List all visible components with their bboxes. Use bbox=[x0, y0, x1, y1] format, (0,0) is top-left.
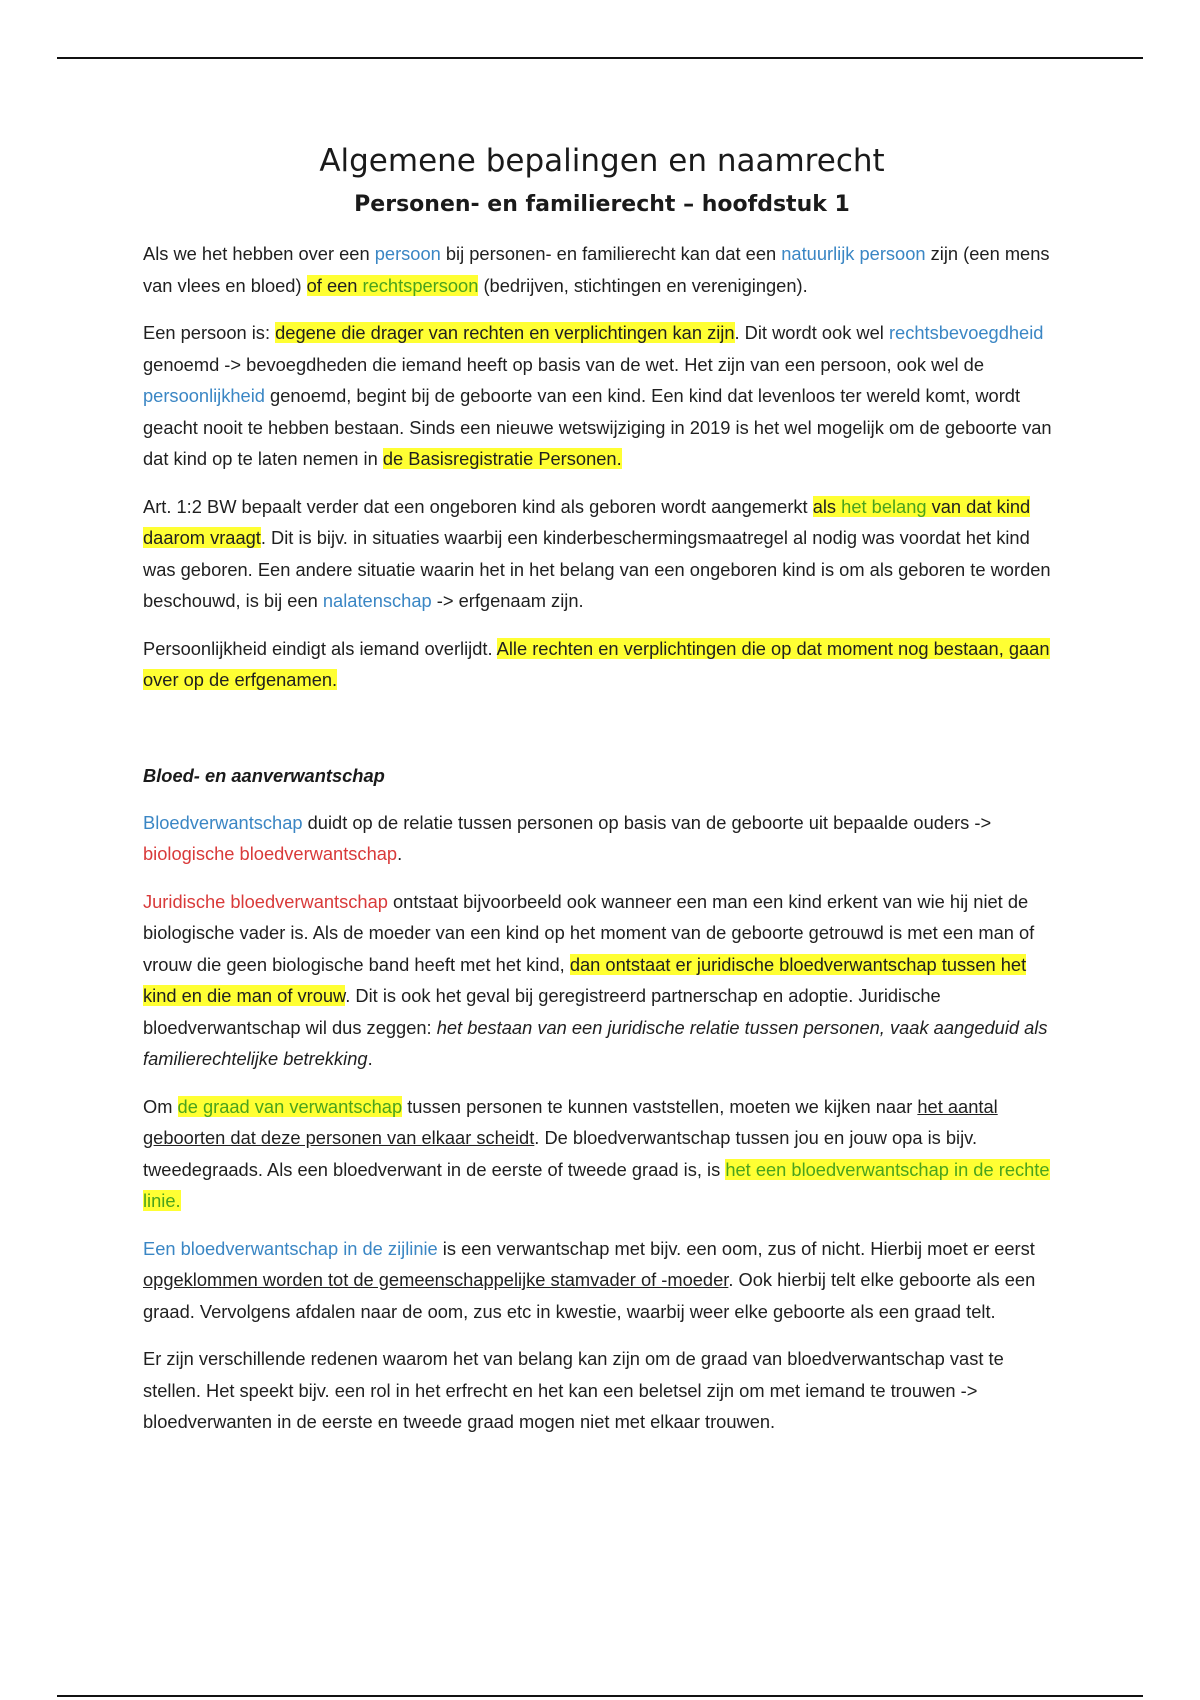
text-run: ontstaat bijvoorbeeld ook wanneer een man een kind erkent van wie hij niet de biologische vader is. Als de moeder van een kind op het moment van de geboorte getrouwd is met een man of vrouw die geen biologische band heeft met het kind, bbox=[143, 890, 1035, 975]
text-run: Er zijn verschillende redenen waarom het van belang kan zijn om de graad van bloedverwantschap vast te stellen. Het speekt bijv. een rol in het erfrecht en het kan een beletsel zijn om met iemand te trouwen -> bloedverwanten in de eerste en tweede graad mogen niet met elkaar trouwen. bbox=[143, 1348, 1004, 1432]
paragraph-juridische-bloedverwantschap bbox=[143, 886, 1061, 1075]
text-run: Als we het hebben over een bbox=[143, 243, 375, 264]
text-run: Art. 1:2 BW bepaalt verder dat een ongeboren kind als geboren wordt aangemerkt bbox=[143, 495, 813, 517]
highlight-of-een: of een bbox=[306, 274, 363, 296]
document-subtitle: Personen- en familierecht – hoofdstuk 1 bbox=[354, 192, 850, 217]
text-run: . bbox=[397, 843, 403, 864]
text-run: zijn (een mens van vlees en bloed) bbox=[143, 243, 1050, 296]
term-rechtspersoon: rechtspersoon bbox=[362, 274, 479, 296]
bottom-rule bbox=[57, 1695, 1143, 1697]
text-run: (bedrijven, stichtingen en verenigingen). bbox=[478, 274, 808, 296]
text-run: genoemd, begint bij de geboorte van een kind. Een kind dat levenloos ter wereld komt, wordt geacht nooit te hebben bestaan. Sinds een nieuwe wetswijziging in 2019 is het wel mogelijk om de geboorte van dat kind op te laten nemen in bbox=[143, 385, 1052, 469]
text-run: . Dit is ook het geval bij geregistreerd partnerschap en adoptie. Juridische bloedverwantschap wil dus zeggen: bbox=[143, 985, 941, 1038]
text-run: . Dit wordt ook wel bbox=[734, 322, 889, 343]
paragraph-ongeboren-kind bbox=[143, 491, 1061, 617]
highlight-erfgenamen: Alle rechten en verplichtingen die op dat moment nog bestaan, gaan over op de erfgenamen. bbox=[143, 637, 1050, 690]
document-page bbox=[143, 138, 1061, 1454]
text-run: -> erfgenaam zijn. bbox=[431, 590, 584, 611]
term-biologische-bloedverwantschap: biologische bloedverwantschap bbox=[143, 843, 398, 864]
text-run: genoemd -> bevoegdheden die iemand heeft op basis van de wet. Het zijn van een persoon, ook wel de bbox=[143, 353, 984, 375]
term-zijlinie: Een bloedverwantschap in de zijlinie bbox=[143, 1237, 438, 1259]
paragraph-graad-verwantschap bbox=[143, 1091, 1061, 1217]
highlight-als: als bbox=[812, 495, 842, 517]
paragraph-redenen bbox=[143, 1343, 1061, 1438]
text-run: Persoonlijkheid eindigt als iemand overlijdt. bbox=[143, 637, 497, 659]
term-graad-van-verwantschap: de graad van verwantschap bbox=[177, 1095, 403, 1117]
term-natuurlijk-persoon: natuurlijk persoon bbox=[781, 243, 926, 264]
top-rule bbox=[57, 57, 1143, 59]
text-run: bij personen- en familierecht kan dat een bbox=[440, 243, 782, 264]
text-run: . bbox=[367, 1048, 373, 1069]
document-title: Algemene bepalingen en naamrecht bbox=[319, 143, 885, 179]
paragraph-rechtsbevoegdheid bbox=[143, 317, 1061, 475]
underline-aantal-geboorten: het aantal geboorten dat deze personen van elkaar scheidt bbox=[143, 1095, 998, 1148]
text-run: Een persoon is: bbox=[143, 322, 276, 343]
term-persoonlijkheid: persoonlijkheid bbox=[143, 385, 265, 406]
text-run: tussen personen te kunnen vaststellen, moeten we kijken naar bbox=[402, 1095, 918, 1117]
term-persoon: persoon bbox=[374, 243, 441, 264]
highlight-drager-van-rechten: degene die drager van rechten en verplichtingen kan zijn bbox=[275, 322, 735, 343]
text-run: Om bbox=[143, 1095, 178, 1117]
text-run: . Dit is bijv. in situaties waarbij een kinderbeschermingsmaatregel al nodig was voordat het kind was geboren. Een andere situatie waarin het in het belang van een ongeboren kind is om als geboren te worden beschouwd, is bij een bbox=[143, 527, 1051, 611]
underline-stamvader: opgeklommen worden tot de gemeenschappelijke stamvader of -moeder bbox=[143, 1269, 729, 1290]
text-run: . Ook hierbij telt elke geboorte als een graad. Vervolgens afdalen naar de oom, zus etc in kwestie, waarbij weer elke geboorte als een graad telt. bbox=[143, 1269, 1036, 1322]
paragraph-zijlinie bbox=[143, 1233, 1061, 1328]
text-run: duidt op de relatie tussen personen op basis van de geboorte uit bepaalde ouders -> bbox=[302, 811, 992, 833]
italic-definition: het bestaan van een juridische relatie tussen personen, vaak aangeduid als familierechtelijke betrekking bbox=[143, 1016, 1048, 1069]
paragraph-bloedverwantschap bbox=[143, 807, 1061, 870]
section-heading-bloedverwantschap: Bloed- en aanverwantschap bbox=[143, 764, 385, 786]
paragraph-einde-persoonlijkheid bbox=[143, 633, 1061, 696]
term-het-belang: het belang bbox=[841, 495, 927, 517]
highlight-juridische-bloedverwantschap: dan ontstaat er juridische bloedverwantschap tussen het kind en die man of vrouw bbox=[143, 953, 1027, 1006]
text-run: is een verwantschap met bijv. een oom, zus of nicht. Hierbij moet er eerst bbox=[437, 1237, 1035, 1259]
paragraph-persoon bbox=[143, 238, 1061, 301]
term-bloedverwantschap: Bloedverwantschap bbox=[143, 811, 303, 833]
term-rechtsbevoegdheid: rechtsbevoegdheid bbox=[888, 322, 1044, 343]
highlight-basisregistratie: de Basisregistratie Personen. bbox=[382, 448, 622, 469]
term-juridische-bloedverwantschap: Juridische bloedverwantschap bbox=[143, 890, 388, 912]
term-nalatenschap: nalatenschap bbox=[322, 590, 432, 611]
highlight-daarom-vraagt: van dat kind daarom vraagt bbox=[143, 495, 1031, 548]
term-rechte-linie: het een bloedverwantschap in de rechte linie. bbox=[143, 1158, 1050, 1211]
text-run: . De bloedverwantschap tussen jou en jouw opa is bijv. tweedegraads. Als een bloedverwant in de eerste of tweede graad is, is bbox=[143, 1127, 978, 1180]
